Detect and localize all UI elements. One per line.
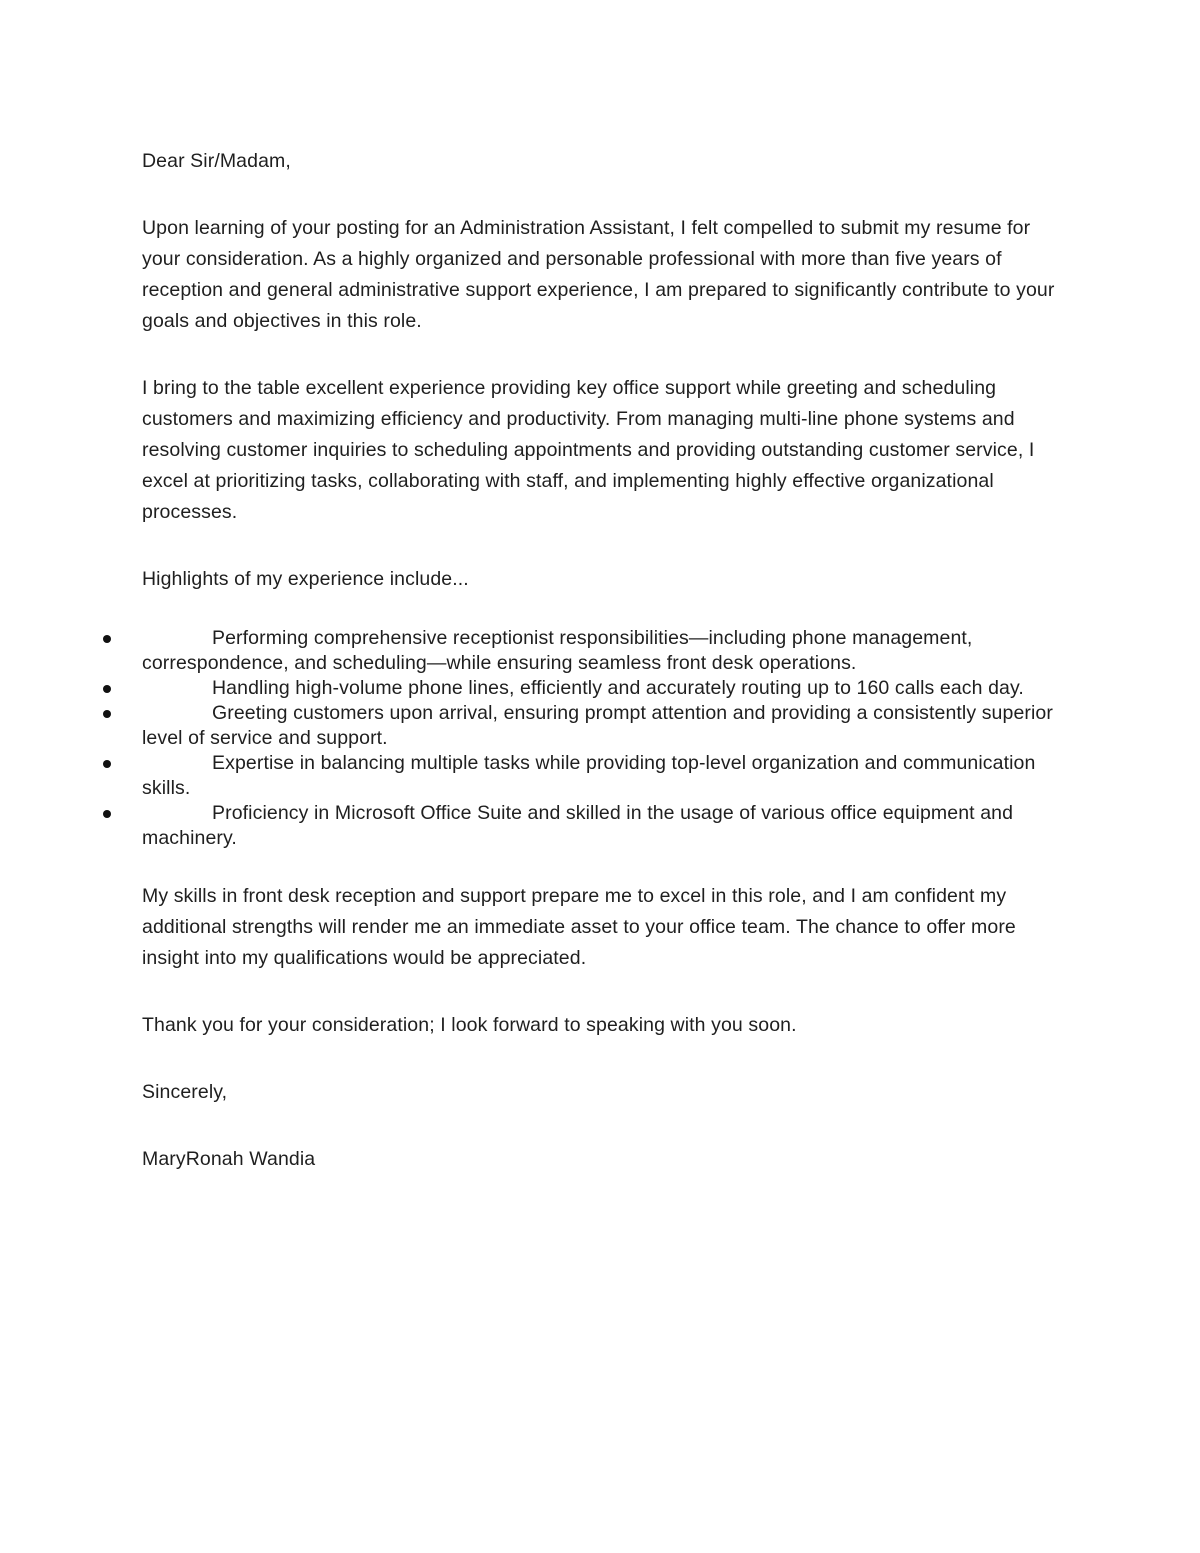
paragraph-intro: Upon learning of your posting for an Administration Assistant, I felt compelled to submit my resume for your consideration. As a highly organized and personable professional with more than five years of reception and general administrative support experience, I am prepared to significantly contribute to your goals and objectives in this role. — [142, 217, 1055, 332]
highlight-text: Handling high-volume phone lines, efficiently and accurately routing up to 160 calls each day. — [212, 677, 1024, 699]
highlight-text: Greeting customers upon arrival, ensuring prompt attention and providing a consistently superior level of service and support. — [142, 702, 1053, 749]
closing-line: Thank you for your consideration; I look forward to speaking with you soon. — [142, 1014, 797, 1036]
bullet-icon — [103, 635, 111, 643]
highlight-item — [142, 676, 1062, 701]
highlight-item — [142, 801, 1062, 851]
bullet-icon — [103, 685, 111, 693]
highlight-text: Performing comprehensive receptionist responsibilities—including phone management, correspondence, and scheduling—while ensuring seamless front desk operations. — [142, 627, 973, 674]
highlight-item — [142, 701, 1062, 751]
signoff: Sincerely, — [142, 1081, 228, 1103]
signature-name: MaryRonah Wandia — [142, 1148, 316, 1170]
cover-letter — [142, 146, 1062, 1175]
highlight-text: Proficiency in Microsoft Office Suite and skilled in the usage of various office equipment and machinery. — [142, 802, 1014, 849]
salutation: Dear Sir/Madam, — [142, 150, 291, 172]
paragraph-experience: I bring to the table excellent experience providing key office support while greeting and scheduling customers and maximizing efficiency and productivity. From managing multi-line phone systems and resolving customer inquiries to scheduling appointments and providing outstanding customer service, I excel at prioritizing tasks, collaborating with staff, and implementing highly effective organizational processes. — [142, 377, 1035, 523]
bullet-icon — [103, 810, 111, 818]
highlight-item — [142, 751, 1062, 801]
highlights-list — [142, 626, 1062, 851]
highlights-intro: Highlights of my experience include... — [142, 568, 469, 590]
paragraph-skills: My skills in front desk reception and support prepare me to excel in this role, and I am confident my additional strengths will render me an immediate asset to your office team. The chance to offer more insight into my qualifications would be appreciated. — [142, 885, 1016, 969]
bullet-icon — [103, 710, 111, 718]
highlight-item — [142, 626, 1062, 676]
bullet-icon — [103, 760, 111, 768]
highlight-text: Expertise in balancing multiple tasks while providing top-level organization and communication skills. — [142, 752, 1036, 799]
